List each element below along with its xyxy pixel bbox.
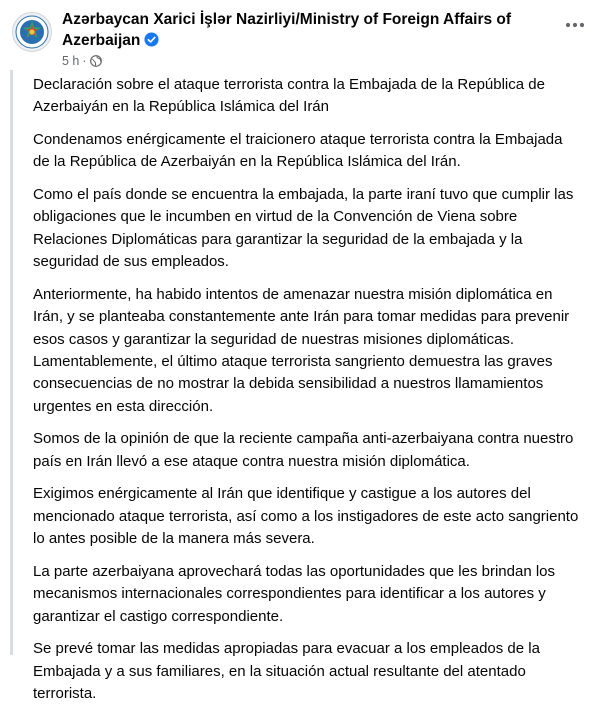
- post-paragraph: Somos de la opinión de que la reciente campaña anti-azerbaiyana contra nuestro país en Irán llevó a ese ataque contra nuestra misión diplomática.: [33, 430, 574, 470]
- post-paragraph: Se prevé tomar las medidas apropiadas para evacuar a los empleados de la Embajada y a sus familiares, en la situación actual resultante del atentado terrorista.: [33, 640, 540, 703]
- globe-icon[interactable]: [90, 55, 102, 67]
- post-header: [10, 8, 589, 72]
- page-name-line1[interactable]: Azərbaycan Xarici İşlər Nazirliyi/Ministry of Foreign Affairs of: [62, 11, 512, 28]
- post-paragraph: Exigimos enérgicamente al Irán que identifique y castigue a los autores del mencionado ataque terrorista, así como a los instigadores de este acto sangriento lo antes posible de la manera más severa.: [33, 485, 579, 548]
- post-body: [10, 70, 587, 703]
- post-paragraph: Como el país donde se encuentra la embajada, la parte iraní tuvo que cumplir las obligaciones que le incumben en virtud de la Convención de Viena sobre Relaciones Diplomáticas para garantizar la seguridad de la embajada y la seguridad de sus empleados.: [33, 186, 574, 271]
- emblem-icon: [15, 15, 49, 49]
- meta-separator: ·: [82, 54, 87, 68]
- post-paragraph: Anteriormente, ha habido intentos de amenazar nuestra misión diplomática en Irán, y se planteaba constantemente ante Irán para tomar medidas para prevenir esos casos y garantizar la seguridad de nuestras misiones diplomáticas. Lamentablemente, el último ataque terrorista sangriento demuestra las graves consecuencias de no mostrar la debida sensibilidad a nuestros llamamientos urgentes en esta dirección.: [33, 285, 570, 415]
- post-paragraph: Declaración sobre el ataque terrorista contra la Embajada de la República de Azerbaiyán en la República Islámica del Irán: [33, 76, 545, 116]
- page-name[interactable]: [62, 9, 542, 51]
- post-paragraph: La parte azerbaiyana aprovechará todas las oportunidades que les brindan los mecanismos internacionales correspondientes para identificar a los autores y garantizar el castigo correspondiente.: [33, 562, 556, 625]
- post-timestamp[interactable]: 5 h: [62, 54, 80, 68]
- more-options-icon: [565, 22, 585, 28]
- more-options-button[interactable]: [563, 18, 587, 32]
- page-name-line2[interactable]: Azerbaijan: [62, 32, 141, 49]
- post-paragraph: Condenamos enérgicamente el traicionero ataque terrorista contra la Embajada de la República de Azerbaiyán en la República Islámica del Irán.: [33, 131, 563, 171]
- post-meta: [62, 53, 102, 69]
- page-avatar[interactable]: [12, 12, 52, 52]
- verified-badge-icon: [144, 32, 159, 47]
